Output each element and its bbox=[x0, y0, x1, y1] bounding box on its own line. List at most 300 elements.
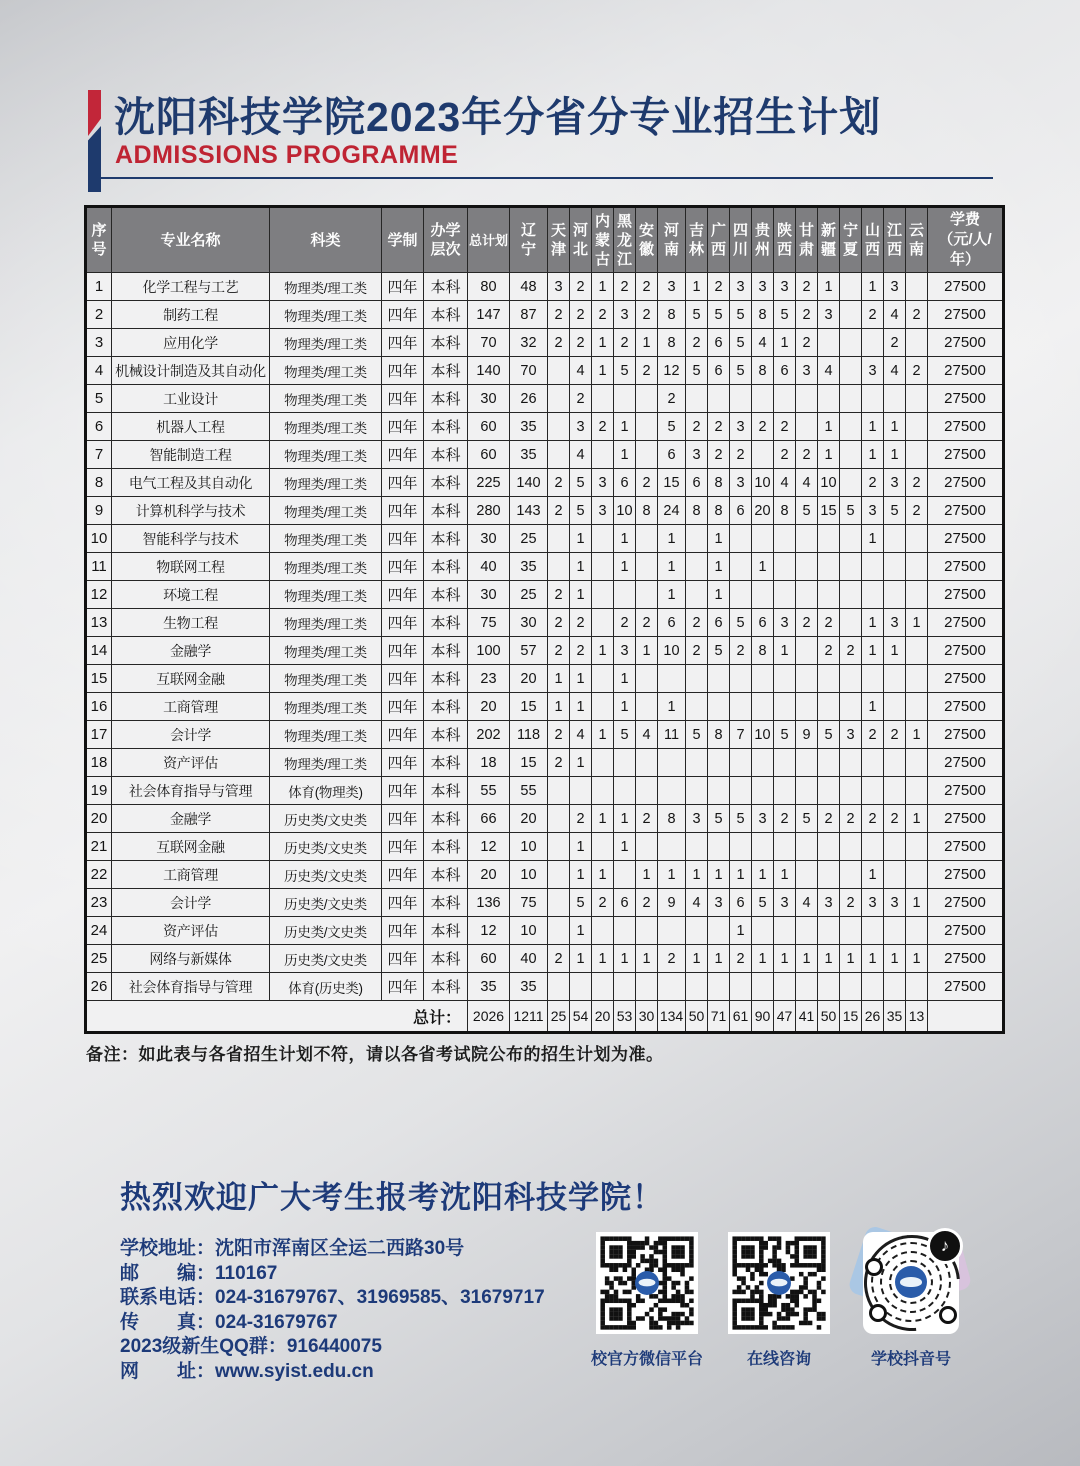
table-cell bbox=[840, 581, 862, 609]
table-cell: 四年 bbox=[382, 525, 424, 553]
table-cell bbox=[658, 665, 686, 693]
table-cell: 19 bbox=[86, 777, 112, 805]
table-cell: 1 bbox=[796, 945, 818, 973]
table-cell: 24 bbox=[658, 497, 686, 525]
table-cell: 27500 bbox=[928, 469, 1004, 497]
table-cell bbox=[884, 749, 906, 777]
table-cell: 20 bbox=[468, 861, 510, 889]
table-cell: 25 bbox=[510, 581, 548, 609]
table-cell: 5 bbox=[818, 721, 840, 749]
table-cell: 四年 bbox=[382, 777, 424, 805]
table-cell bbox=[796, 665, 818, 693]
table-cell bbox=[840, 329, 862, 357]
table-cell: 2 bbox=[730, 441, 752, 469]
table-cell: 5 bbox=[658, 413, 686, 441]
table-cell bbox=[752, 385, 774, 413]
table-cell bbox=[708, 749, 730, 777]
table-cell bbox=[774, 385, 796, 413]
table-cell: 2 bbox=[686, 413, 708, 441]
table-cell: 1 bbox=[592, 861, 614, 889]
table-cell: 3 bbox=[592, 497, 614, 525]
table-cell: 1 bbox=[862, 693, 884, 721]
table-cell bbox=[730, 973, 752, 1001]
table-cell: 2 bbox=[708, 413, 730, 441]
table-cell: 2 bbox=[708, 273, 730, 301]
table-cell: 2 bbox=[636, 889, 658, 917]
table-cell: 四年 bbox=[382, 721, 424, 749]
table-row bbox=[86, 805, 1004, 833]
table-cell: 27500 bbox=[928, 861, 1004, 889]
table-cell: 9 bbox=[658, 889, 686, 917]
table-cell bbox=[752, 665, 774, 693]
table-cell bbox=[548, 777, 570, 805]
table-cell: 18 bbox=[86, 749, 112, 777]
table-cell: 1 bbox=[818, 413, 840, 441]
table-cell: 本科 bbox=[424, 441, 468, 469]
table-cell: 70 bbox=[468, 329, 510, 357]
table-cell: 3 bbox=[548, 273, 570, 301]
table-cell bbox=[636, 693, 658, 721]
table-row bbox=[86, 329, 1004, 357]
table-cell: 8 bbox=[636, 497, 658, 525]
table-cell bbox=[818, 973, 840, 1001]
table-cell: 8 bbox=[708, 469, 730, 497]
school-logo-icon bbox=[895, 1266, 927, 1298]
table-cell bbox=[840, 413, 862, 441]
table-cell: 27500 bbox=[928, 945, 1004, 973]
table-cell: 5 bbox=[796, 497, 818, 525]
table-cell bbox=[592, 581, 614, 609]
table-row bbox=[86, 525, 1004, 553]
table-row bbox=[86, 553, 1004, 581]
table-cell bbox=[840, 861, 862, 889]
table-cell: 27500 bbox=[928, 917, 1004, 945]
table-cell: 27500 bbox=[928, 693, 1004, 721]
table-cell: 物理类/理工类 bbox=[270, 581, 382, 609]
table-cell: 15 bbox=[510, 749, 548, 777]
table-row bbox=[86, 301, 1004, 329]
table-cell: 制药工程 bbox=[112, 301, 270, 329]
table-cell: 1 bbox=[570, 693, 592, 721]
table-cell: 物理类/理工类 bbox=[270, 497, 382, 525]
table-row bbox=[86, 385, 1004, 413]
table-cell: 27500 bbox=[928, 273, 1004, 301]
table-cell bbox=[614, 749, 636, 777]
table-cell: 75 bbox=[468, 609, 510, 637]
table-cell: 3 bbox=[614, 637, 636, 665]
table-cell: 225 bbox=[468, 469, 510, 497]
table-cell bbox=[862, 553, 884, 581]
table-cell: 2 bbox=[730, 945, 752, 973]
table-cell: 工商管理 bbox=[112, 861, 270, 889]
douyin-qr-code-icon bbox=[859, 1232, 963, 1334]
table-cell: 27500 bbox=[928, 609, 1004, 637]
table-cell: 物理类/理工类 bbox=[270, 749, 382, 777]
table-cell: 1 bbox=[818, 273, 840, 301]
table-cell bbox=[840, 301, 862, 329]
table-cell: 3 bbox=[752, 273, 774, 301]
table-cell: 2 bbox=[796, 273, 818, 301]
table-cell: 8 bbox=[752, 637, 774, 665]
table-cell: 6 bbox=[658, 441, 686, 469]
table-cell: 1 bbox=[862, 861, 884, 889]
column-header: 总计划 bbox=[468, 207, 510, 273]
table-cell: 2 bbox=[708, 441, 730, 469]
table-cell: 53 bbox=[614, 1001, 636, 1033]
table-cell: 15 bbox=[818, 497, 840, 525]
table-cell: 1 bbox=[592, 945, 614, 973]
table-cell: 物理类/理工类 bbox=[270, 721, 382, 749]
table-cell: 1 bbox=[818, 441, 840, 469]
table-cell: 55 bbox=[510, 777, 548, 805]
table-cell bbox=[708, 777, 730, 805]
table-cell: 本科 bbox=[424, 917, 468, 945]
table-cell: 27500 bbox=[928, 385, 1004, 413]
table-row bbox=[86, 413, 1004, 441]
table-cell: 1 bbox=[686, 273, 708, 301]
table-cell: 互联网金融 bbox=[112, 665, 270, 693]
table-cell: 25 bbox=[548, 1001, 570, 1033]
table-cell: 2 bbox=[686, 329, 708, 357]
douyin-dot bbox=[939, 1306, 957, 1324]
table-cell: 2 bbox=[796, 329, 818, 357]
table-cell: 1 bbox=[730, 917, 752, 945]
table-cell: 1 bbox=[614, 553, 636, 581]
table-cell: 9 bbox=[86, 497, 112, 525]
table-cell: 71 bbox=[708, 1001, 730, 1033]
table-cell bbox=[592, 917, 614, 945]
table-row bbox=[86, 441, 1004, 469]
music-note-icon: ♪ bbox=[927, 1228, 963, 1264]
table-cell: 1 bbox=[862, 637, 884, 665]
table-cell: 5 bbox=[686, 721, 708, 749]
table-cell: 61 bbox=[730, 1001, 752, 1033]
table-cell: 四年 bbox=[382, 357, 424, 385]
table-cell: 1 bbox=[774, 945, 796, 973]
table-cell: 2 bbox=[548, 497, 570, 525]
table-cell bbox=[796, 525, 818, 553]
table-cell: 1 bbox=[548, 665, 570, 693]
table-cell: 1 bbox=[614, 945, 636, 973]
table-cell: 20 bbox=[510, 805, 548, 833]
table-cell bbox=[884, 525, 906, 553]
table-row bbox=[86, 777, 1004, 805]
table-row bbox=[86, 721, 1004, 749]
contact-line: 传 真：024-31679767 bbox=[120, 1311, 338, 1333]
table-cell: 1 bbox=[592, 357, 614, 385]
table-cell: 2 bbox=[636, 609, 658, 637]
table-cell: 3 bbox=[840, 721, 862, 749]
table-cell: 5 bbox=[570, 889, 592, 917]
table-cell bbox=[752, 441, 774, 469]
table-cell bbox=[548, 889, 570, 917]
table-cell bbox=[884, 581, 906, 609]
table-cell: 2 bbox=[636, 805, 658, 833]
table-cell: 1 bbox=[636, 637, 658, 665]
table-cell bbox=[614, 917, 636, 945]
table-cell: 10 bbox=[510, 833, 548, 861]
table-cell: 金融学 bbox=[112, 805, 270, 833]
table-cell: 57 bbox=[510, 637, 548, 665]
table-cell bbox=[796, 553, 818, 581]
table-cell bbox=[840, 833, 862, 861]
table-cell: 1 bbox=[818, 945, 840, 973]
table-cell: 5 bbox=[730, 805, 752, 833]
table-cell: 3 bbox=[796, 357, 818, 385]
table-cell: 2 bbox=[906, 357, 928, 385]
table-cell: 4 bbox=[570, 721, 592, 749]
table-cell: 物理类/理工类 bbox=[270, 469, 382, 497]
table-cell bbox=[862, 329, 884, 357]
table-cell bbox=[570, 777, 592, 805]
table-cell: 2 bbox=[636, 469, 658, 497]
table-cell: 1 bbox=[686, 861, 708, 889]
table-cell bbox=[862, 581, 884, 609]
table-cell bbox=[818, 833, 840, 861]
table-cell: 环境工程 bbox=[112, 581, 270, 609]
table-cell: 10 bbox=[752, 469, 774, 497]
table-cell: 1 bbox=[884, 413, 906, 441]
table-cell: 3 bbox=[614, 301, 636, 329]
table-cell: 1 bbox=[906, 805, 928, 833]
table-cell: 互联网金融 bbox=[112, 833, 270, 861]
table-cell: 35 bbox=[510, 441, 548, 469]
table-row bbox=[86, 889, 1004, 917]
table-cell: 2 bbox=[862, 721, 884, 749]
table-cell: 本科 bbox=[424, 385, 468, 413]
table-cell: 物理类/理工类 bbox=[270, 665, 382, 693]
table-cell: 四年 bbox=[382, 889, 424, 917]
table-cell bbox=[774, 553, 796, 581]
table-cell: 四年 bbox=[382, 329, 424, 357]
table-cell bbox=[906, 329, 928, 357]
table-cell: 20 bbox=[468, 693, 510, 721]
table-cell: 1 bbox=[708, 581, 730, 609]
table-cell bbox=[774, 777, 796, 805]
table-cell bbox=[592, 777, 614, 805]
table-cell: 四年 bbox=[382, 833, 424, 861]
wechat-qr-caption: 校官方微信平台 bbox=[591, 1351, 704, 1368]
table-cell: 体育(历史类) bbox=[270, 973, 382, 1001]
table-cell bbox=[636, 973, 658, 1001]
table-cell: 本科 bbox=[424, 973, 468, 1001]
table-cell bbox=[774, 693, 796, 721]
table-cell bbox=[906, 553, 928, 581]
table-cell: 本科 bbox=[424, 609, 468, 637]
table-cell: 27500 bbox=[928, 553, 1004, 581]
table-cell: 3 bbox=[752, 805, 774, 833]
table-cell bbox=[796, 581, 818, 609]
table-cell: 8 bbox=[658, 329, 686, 357]
table-cell: 1 bbox=[774, 861, 796, 889]
table-cell: 1 bbox=[636, 861, 658, 889]
table-cell bbox=[906, 749, 928, 777]
table-cell: 四年 bbox=[382, 973, 424, 1001]
table-cell: 11 bbox=[86, 553, 112, 581]
table-cell bbox=[818, 385, 840, 413]
table-cell bbox=[658, 833, 686, 861]
table-cell bbox=[686, 665, 708, 693]
table-cell bbox=[840, 777, 862, 805]
table-cell: 四年 bbox=[382, 273, 424, 301]
table-cell bbox=[840, 973, 862, 1001]
table-cell: 25 bbox=[510, 525, 548, 553]
totals-row bbox=[86, 1001, 1004, 1033]
table-cell: 11 bbox=[658, 721, 686, 749]
header-divider bbox=[88, 177, 993, 179]
table-cell: 3 bbox=[86, 329, 112, 357]
table-cell: 5 bbox=[730, 357, 752, 385]
table-cell bbox=[548, 441, 570, 469]
table-cell: 60 bbox=[468, 441, 510, 469]
table-cell: 3 bbox=[884, 889, 906, 917]
table-cell bbox=[906, 833, 928, 861]
table-cell: 6 bbox=[752, 609, 774, 637]
table-cell: 2 bbox=[906, 469, 928, 497]
table-cell: 本科 bbox=[424, 665, 468, 693]
table-cell: 物理类/理工类 bbox=[270, 329, 382, 357]
table-cell bbox=[818, 665, 840, 693]
table-cell bbox=[840, 441, 862, 469]
table-cell: 物理类/理工类 bbox=[270, 693, 382, 721]
table-cell: 1 bbox=[884, 945, 906, 973]
table-cell: 8 bbox=[658, 301, 686, 329]
table-cell: 1 bbox=[752, 861, 774, 889]
table-cell: 6 bbox=[708, 609, 730, 637]
table-cell bbox=[548, 413, 570, 441]
table-cell: 26 bbox=[510, 385, 548, 413]
column-header: 学制 bbox=[382, 207, 424, 273]
table-cell: 5 bbox=[752, 889, 774, 917]
table-cell: 40 bbox=[468, 553, 510, 581]
page-title: 沈阳科技学院2023年分省分专业招生计划 bbox=[114, 94, 882, 140]
table-row bbox=[86, 833, 1004, 861]
table-cell: 5 bbox=[570, 497, 592, 525]
table-cell: 2026 bbox=[468, 1001, 510, 1033]
table-cell: 147 bbox=[468, 301, 510, 329]
table-cell: 20 bbox=[752, 497, 774, 525]
table-cell: 30 bbox=[636, 1001, 658, 1033]
table-cell bbox=[592, 665, 614, 693]
table-cell: 本科 bbox=[424, 525, 468, 553]
table-cell: 1 bbox=[862, 525, 884, 553]
table-cell: 1 bbox=[592, 637, 614, 665]
table-row bbox=[86, 357, 1004, 385]
table-cell: 26 bbox=[86, 973, 112, 1001]
table-cell: 本科 bbox=[424, 273, 468, 301]
table-cell bbox=[614, 385, 636, 413]
table-cell: 四年 bbox=[382, 861, 424, 889]
table-cell bbox=[818, 861, 840, 889]
table-cell: 1 bbox=[730, 861, 752, 889]
table-cell: 35 bbox=[510, 553, 548, 581]
table-cell: 27500 bbox=[928, 329, 1004, 357]
table-cell: 四年 bbox=[382, 497, 424, 525]
table-cell: 2 bbox=[796, 609, 818, 637]
table-cell: 2 bbox=[796, 301, 818, 329]
table-cell bbox=[774, 665, 796, 693]
table-cell: 3 bbox=[862, 357, 884, 385]
table-cell bbox=[884, 693, 906, 721]
column-header: 四 川 bbox=[730, 207, 752, 273]
wechat-qr-block bbox=[592, 1232, 702, 1369]
table-cell: 物联网工程 bbox=[112, 553, 270, 581]
table-cell: 物理类/理工类 bbox=[270, 385, 382, 413]
table-cell bbox=[906, 917, 928, 945]
table-cell: 2 bbox=[548, 721, 570, 749]
table-cell bbox=[840, 385, 862, 413]
table-cell bbox=[752, 581, 774, 609]
table-cell: 2 bbox=[862, 301, 884, 329]
table-cell bbox=[548, 357, 570, 385]
table-cell bbox=[928, 1001, 1004, 1033]
table-cell bbox=[906, 441, 928, 469]
table-cell: 1 bbox=[752, 945, 774, 973]
table-cell bbox=[884, 973, 906, 1001]
table-cell bbox=[796, 833, 818, 861]
table-cell bbox=[840, 665, 862, 693]
table-cell: 10 bbox=[818, 469, 840, 497]
table-cell: 2 bbox=[548, 637, 570, 665]
table-cell: 6 bbox=[708, 329, 730, 357]
table-cell: 四年 bbox=[382, 553, 424, 581]
table-cell: 1 bbox=[570, 581, 592, 609]
column-header: 宁 夏 bbox=[840, 207, 862, 273]
table-cell: 30 bbox=[468, 581, 510, 609]
table-cell: 202 bbox=[468, 721, 510, 749]
table-cell: 2 bbox=[636, 273, 658, 301]
table-cell: 15 bbox=[510, 693, 548, 721]
table-cell: 1 bbox=[708, 553, 730, 581]
table-cell: 1 bbox=[614, 413, 636, 441]
table-cell bbox=[906, 973, 928, 1001]
table-cell: 2 bbox=[570, 609, 592, 637]
table-cell bbox=[636, 441, 658, 469]
table-cell: 物理类/理工类 bbox=[270, 273, 382, 301]
table-cell: 5 bbox=[730, 301, 752, 329]
table-cell: 5 bbox=[614, 721, 636, 749]
table-cell bbox=[884, 777, 906, 805]
table-cell: 1 bbox=[708, 945, 730, 973]
table-cell bbox=[592, 441, 614, 469]
table-cell: 1 bbox=[708, 861, 730, 889]
online-consult-qr-code-icon bbox=[728, 1232, 830, 1334]
table-cell: 1 bbox=[614, 525, 636, 553]
table-cell: 27500 bbox=[928, 721, 1004, 749]
table-cell: 2 bbox=[570, 301, 592, 329]
column-header: 办学 层次 bbox=[424, 207, 468, 273]
contact-line: 2023级新生QQ群：916440075 bbox=[120, 1336, 382, 1357]
table-cell: 会计学 bbox=[112, 721, 270, 749]
table-cell bbox=[818, 553, 840, 581]
table-cell: 10 bbox=[86, 525, 112, 553]
table-cell: 8 bbox=[686, 497, 708, 525]
table-cell: 1 bbox=[686, 945, 708, 973]
table-cell: 27500 bbox=[928, 749, 1004, 777]
table-row bbox=[86, 945, 1004, 973]
table-cell bbox=[548, 805, 570, 833]
table-cell: 1 bbox=[570, 665, 592, 693]
table-row bbox=[86, 861, 1004, 889]
column-header: 河 南 bbox=[658, 207, 686, 273]
table-cell: 工业设计 bbox=[112, 385, 270, 413]
table-cell: 16 bbox=[86, 693, 112, 721]
table-cell bbox=[818, 329, 840, 357]
table-cell: 4 bbox=[774, 469, 796, 497]
table-cell: 27500 bbox=[928, 665, 1004, 693]
table-cell: 13 bbox=[906, 1001, 928, 1033]
table-cell bbox=[708, 693, 730, 721]
